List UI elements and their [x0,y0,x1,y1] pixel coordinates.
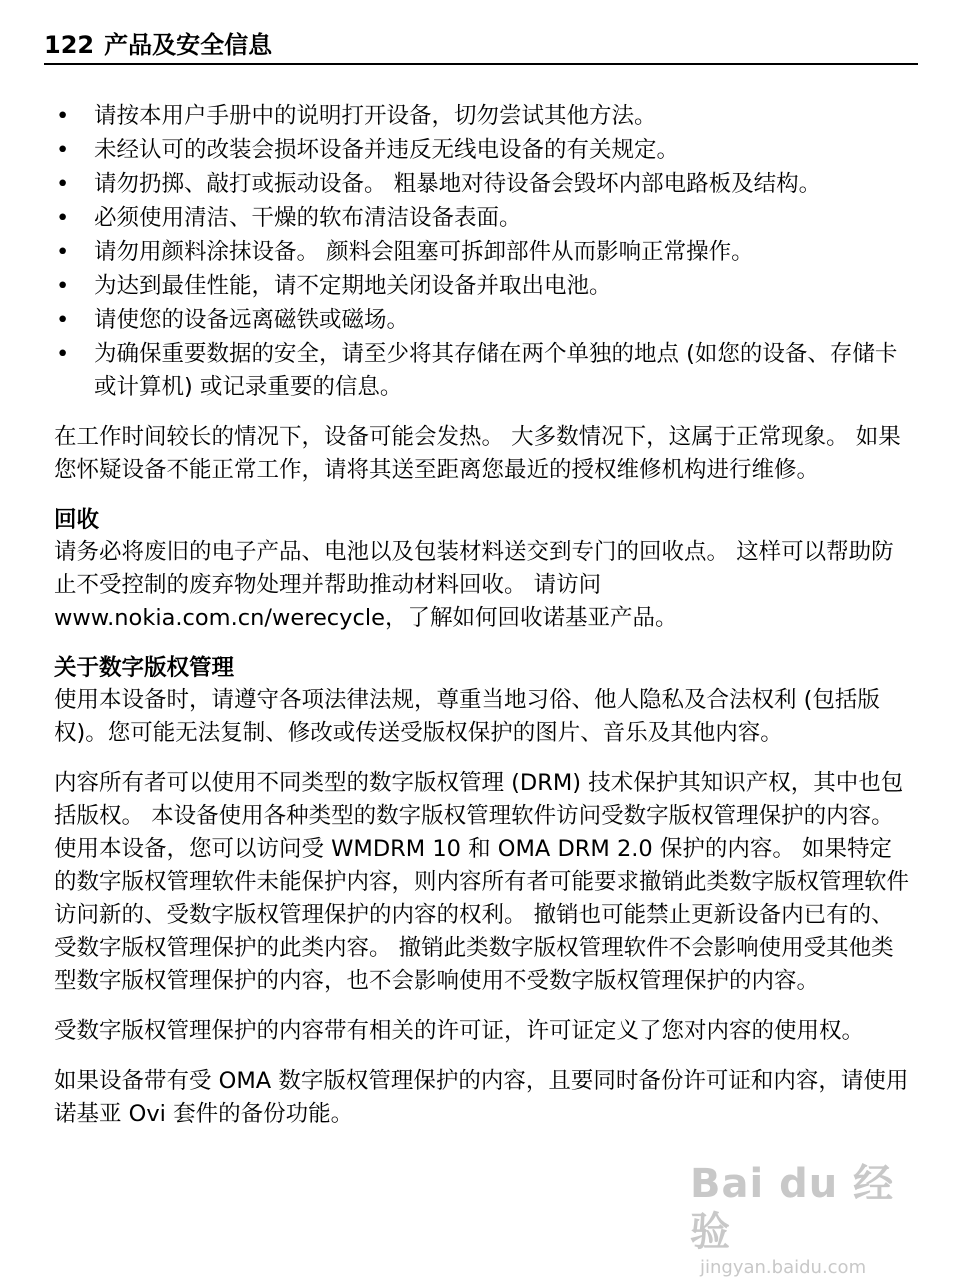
care-bullet-list [54,100,914,404]
list-item: • 必须使用清洁、干燥的软布清洁设备表面。 [54,202,914,235]
recycle-heading: 回收 [54,507,100,533]
drm-paragraph-2: 内容所有者可以使用不同类型的数字版权管理 (DRM) 技术保护其知识产权，其中也包括版权。 本设备使用各种类型的数字版权管理软件访问受数字版权管理保护的内容。 使用本设备，您可以访问受 WMDRM 10 和 OMA DRM 2.0 保护的内容。 如果特定的数字版权管理软件未能保护内容，则内容所有者可能要求撤销此类数字版权管理软件访问新的、受数字版权管理保护的内容的权利。 撤销也可能禁止更新设备内已有的、受数字版权管理保护的此类内容。 撤销此类数字版权管理软件不会影响使用受其他类型数字版权管理保护的内容，也不会影响使用不受数字版权管理保护的内容。 [54,770,910,994]
list-item: • 请勿扔掷、敲打或振动设备。 粗暴地对待设备会毁坏内部电路板及结构。 [54,168,914,201]
recycle-paragraph: 请务必将废旧的电子产品、电池以及包装材料送交到专门的回收点。 这样可以帮助防止不受控制的废弃物处理并帮助推动材料回收。 请访问 www.nokia.com.cn/werecycle，了解如何回收诺基亚产品。 [54,539,894,631]
watermark-logo: Bai du 经验 [690,1161,895,1255]
drm-paragraph-4: 如果设备带有受 OMA 数字版权管理保护的内容，且要同时备份许可证和内容，请使用诺基亚 Ovi 套件的备份功能。 [54,1068,909,1127]
heat-paragraph: 在工作时间较长的情况下，设备可能会发热。 大多数情况下，这属于正常现象。 如果您怀疑设备不能正常工作，请将其送至距离您最近的授权维修机构进行维修。 [54,424,901,483]
list-item: • 请勿用颜料涂抹设备。 颜料会阻塞可拆卸部件从而影响正常操作。 [54,236,914,269]
bullet-icon: • [56,137,70,163]
bullet-icon: • [56,103,70,129]
baidu-jingyan-watermark [690,1160,930,1280]
bullet-icon: • [56,341,70,367]
bullet-icon: • [56,239,70,265]
list-item: • 为达到最佳性能，请不定期地关闭设备并取出电池。 [54,270,914,303]
watermark-url: jingyan.baidu.com [700,1257,867,1278]
list-item: • 未经认可的改装会损坏设备并违反无线电设备的有关规定。 [54,134,914,167]
bullet-icon: • [56,273,70,299]
bullet-icon: • [56,307,70,333]
drm-heading: 关于数字版权管理 [54,655,235,681]
list-item: • 为确保重要数据的安全，请至少将其存储在两个单独的地点 (如您的设备、存储卡或计算机) 或记录重要的信息。 [54,338,914,404]
list-item: • 请按本用户手册中的说明打开设备，切勿尝试其他方法。 [54,100,914,133]
list-item: • 请使您的设备远离磁铁或磁场。 [54,304,914,337]
page-number: 122 [44,31,95,59]
section-title: 产品及安全信息 [104,31,273,59]
bullet-icon: • [56,171,70,197]
bullet-icon: • [56,205,70,231]
drm-paragraph-3: 受数字版权管理保护的内容带有相关的许可证，许可证定义了您对内容的使用权。 [54,1018,865,1044]
page-header [44,30,918,65]
drm-paragraph-1: 使用本设备时，请遵守各项法律法规，尊重当地习俗、他人隐私及合法权利 (包括版权)。您可能无法复制、修改或传送受版权保护的图片、音乐及其他内容。 [54,687,880,746]
page-content [54,100,914,1131]
